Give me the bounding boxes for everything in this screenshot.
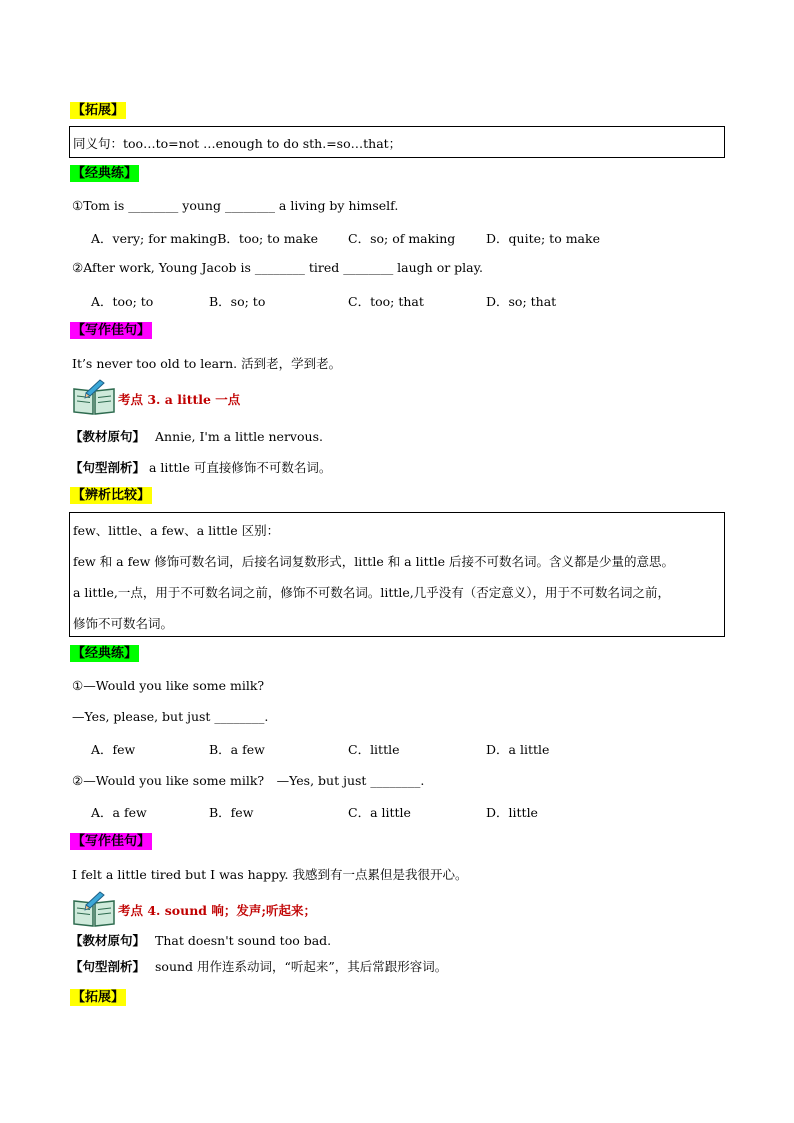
question-4-option-c: C．a little (348, 805, 411, 820)
synonym-box (69, 126, 725, 158)
compare-box (69, 512, 725, 637)
question-4-option-a: A．a few (91, 805, 147, 820)
compare-line-3: a little,一点，用于不可数名词之前，修饰不可数名词。little,几乎没有（否定意义），用于不可数名词之前， (73, 585, 670, 600)
question-2-option-b: B．so; to (209, 294, 266, 309)
question-1-option-c: C．so; of making (348, 231, 456, 246)
origin-sentence-2: That doesn't sound too bad. (155, 933, 332, 948)
synonym-text: 同义句：too…to=not …enough to do sth.=so…that； (73, 136, 402, 151)
tag-writing: 【写作佳句】 (72, 323, 151, 338)
question-1-option-ab: A．very; for makingB．too; to make (91, 231, 318, 246)
question-2-option-c: C．too; that (348, 294, 424, 309)
analysis-row-2 (70, 957, 447, 975)
origin-sentence-1: Annie, I'm a little nervous. (155, 429, 323, 444)
analysis-text-1: a little 可直接修饰不可数名词。 (149, 460, 332, 475)
question-3-option-c: C．little (348, 742, 400, 757)
compare-line-1: few、little、a few、a little 区别： (73, 523, 280, 538)
book-pencil-icon (72, 891, 116, 927)
question-3-option-b: B．a few (209, 742, 265, 757)
question-3-stem: ①—Would you like some milk? (72, 678, 265, 693)
question-3-answer-line: —Yes, please, but just ________. (72, 709, 269, 724)
tag-compare: 【辨析比较】 (72, 488, 151, 503)
tag-origin: 【教材原句】 (70, 429, 146, 444)
tag-analysis: 【句型剖析】 (70, 460, 146, 475)
point-4-title: 考点 4. sound 响；发声;听起来； (118, 903, 317, 918)
question-1-stem: ①Tom is ________ young ________ a living by himself. (72, 198, 399, 213)
analysis-text-2: sound 用作连系动词，“听起来”，其后常跟形容词。 (155, 959, 448, 974)
analysis-row-1 (70, 458, 331, 476)
tag-practice: 【经典练】 (72, 166, 138, 181)
writing-sentence-1: It’s never too old to learn. 活到老，学到老。 (72, 356, 342, 371)
question-2-option-a: A．too; to (91, 294, 154, 309)
tag-analysis-2: 【句型剖析】 (70, 959, 146, 974)
question-3-option-d: D．a little (486, 742, 550, 757)
question-4-option-b: B．few (209, 805, 254, 820)
question-4-stem: ②—Would you like some milk? —Yes, but just ________. (72, 773, 425, 788)
question-2-option-d: D．so; that (486, 294, 557, 309)
tag-extend-2: 【拓展】 (72, 990, 125, 1005)
point-3-title: 考点 3. a little 一点 (118, 392, 241, 407)
tag-writing-2: 【写作佳句】 (72, 834, 151, 849)
tag-extend: 【拓展】 (72, 103, 125, 118)
question-2-stem: ②After work, Young Jacob is ________ tired ________ laugh or play. (72, 260, 483, 275)
origin-sentence-row-2 (70, 931, 331, 949)
book-pencil-icon (72, 379, 116, 415)
writing-sentence-2: I felt a little tired but I was happy. 我感到有一点累但是我很开心。 (72, 867, 468, 882)
question-3-option-a: A．few (91, 742, 136, 757)
question-1-option-d: D．quite; to make (486, 231, 600, 246)
question-4-option-d: D．little (486, 805, 538, 820)
origin-sentence-row-1 (70, 427, 323, 445)
compare-line-4: 修饰不可数名词。 (73, 616, 174, 631)
tag-practice-2: 【经典练】 (72, 646, 138, 661)
tag-origin-2: 【教材原句】 (70, 933, 146, 948)
compare-line-2: few 和 a few 修饰可数名词，后接名词复数形式，little 和 a little 后接不可数名词。含义都是少量的意思。 (73, 554, 675, 569)
